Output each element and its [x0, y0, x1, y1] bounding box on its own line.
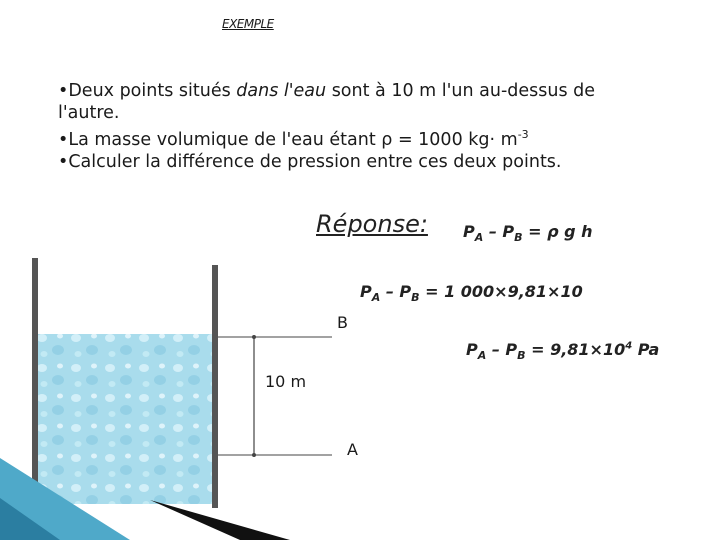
point-b-label: B — [337, 313, 348, 332]
water-body — [36, 334, 218, 504]
bullet-1: •Deux points situés dans l'eau sont à 10 m l'un au-dessus de l'autre. — [58, 81, 596, 123]
bottom-shadow — [150, 500, 290, 540]
bullet-2: •La masse volumique de l'eau étant ρ = 1000 $kg\cdot m^{-3}$ — [58, 128, 529, 150]
slide-title: EXEMPLE — [222, 17, 274, 31]
dimension-end-a — [252, 453, 256, 457]
equation-result: $P_A - P_B = 9,81\times 10^4$ Pa — [466, 340, 660, 363]
tank-right-wall — [212, 265, 218, 508]
equation-formula: $P_A - P_B = \rho$ g h — [463, 222, 593, 245]
point-a-label: A — [347, 440, 358, 459]
tank-left-wall — [32, 258, 38, 508]
height-label: 10 m — [265, 372, 307, 391]
dimension-end-b — [252, 335, 256, 339]
answer-label: Réponse: — [316, 210, 428, 238]
bullet-3: •Calculer la différence de pression entre ces deux points. — [58, 151, 562, 172]
equation-substitution: $P_A - P_B = 1$ 000×9,81×10 — [360, 282, 583, 305]
